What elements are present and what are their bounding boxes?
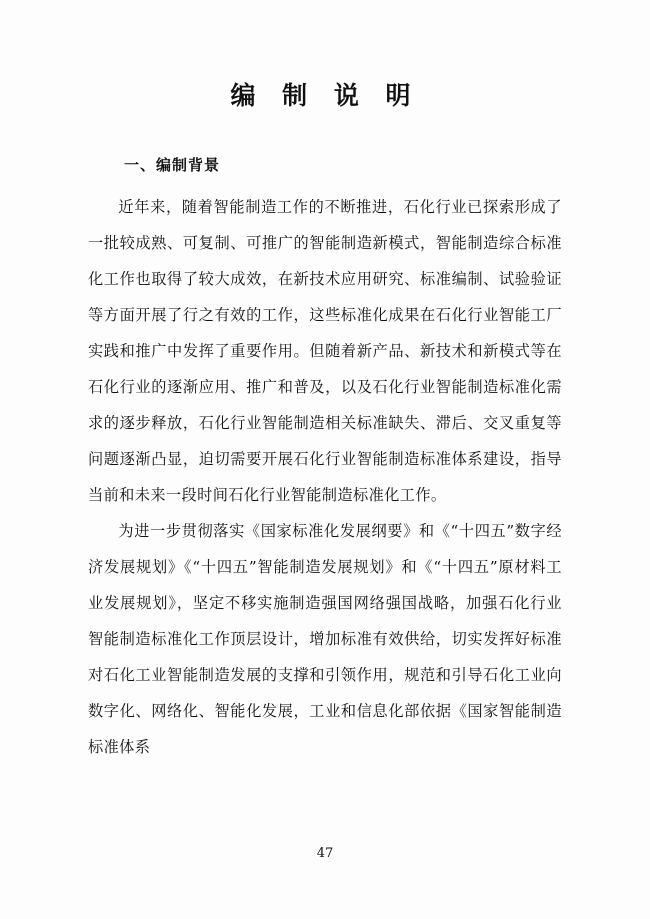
body-content <box>88 175 562 765</box>
paragraph: 近年来，随着智能制造工作的不断推进，石化行业已探索形成了一批较成熟、可复制、可推广的智能制造新模式，智能制造综合标准化工作也取得了较大成效，在新技术应用研究、标准编制、试验验证等方面开展了行之有效的工作，这些标准化成果在石化行业智能工厂实践和推广中发挥了重要作用。但随着新产品、新技术和新模式等在石化行业的逐渐应用、推广和普及，以及石化行业智能制造标准化需求的逐步释放，石化行业智能制造相关标准缺失、滞后、交叉重复等问题逐渐凸显，迫切需要开展石化行业智能制造标准体系建设，指导当前和未来一段时间石化行业智能制造标准化工作。 <box>88 198 562 504</box>
section-heading: 一、编制背景 <box>124 156 221 174</box>
page-title: 编 制 说 明 <box>230 81 420 110</box>
paragraph: 为进一步贯彻落实《国家标准化发展纲要》和《“十四五”数字经济发展规划》《“十四五”智能制造发展规划》和《“十四五”原材料工业发展规划》，坚定不移实施制造强国网络强国战略，加强石化行业智能制造标准化工作顶层设计，增加标准有效供给，切实发挥好标准对石化工业智能制造发展的支撑和引领作用，规范和引导石化工业向数字化、网络化、智能化发展，工业和信息化部依据《国家智能制造标准体系 <box>88 522 562 756</box>
page-number: 47 <box>316 846 334 861</box>
